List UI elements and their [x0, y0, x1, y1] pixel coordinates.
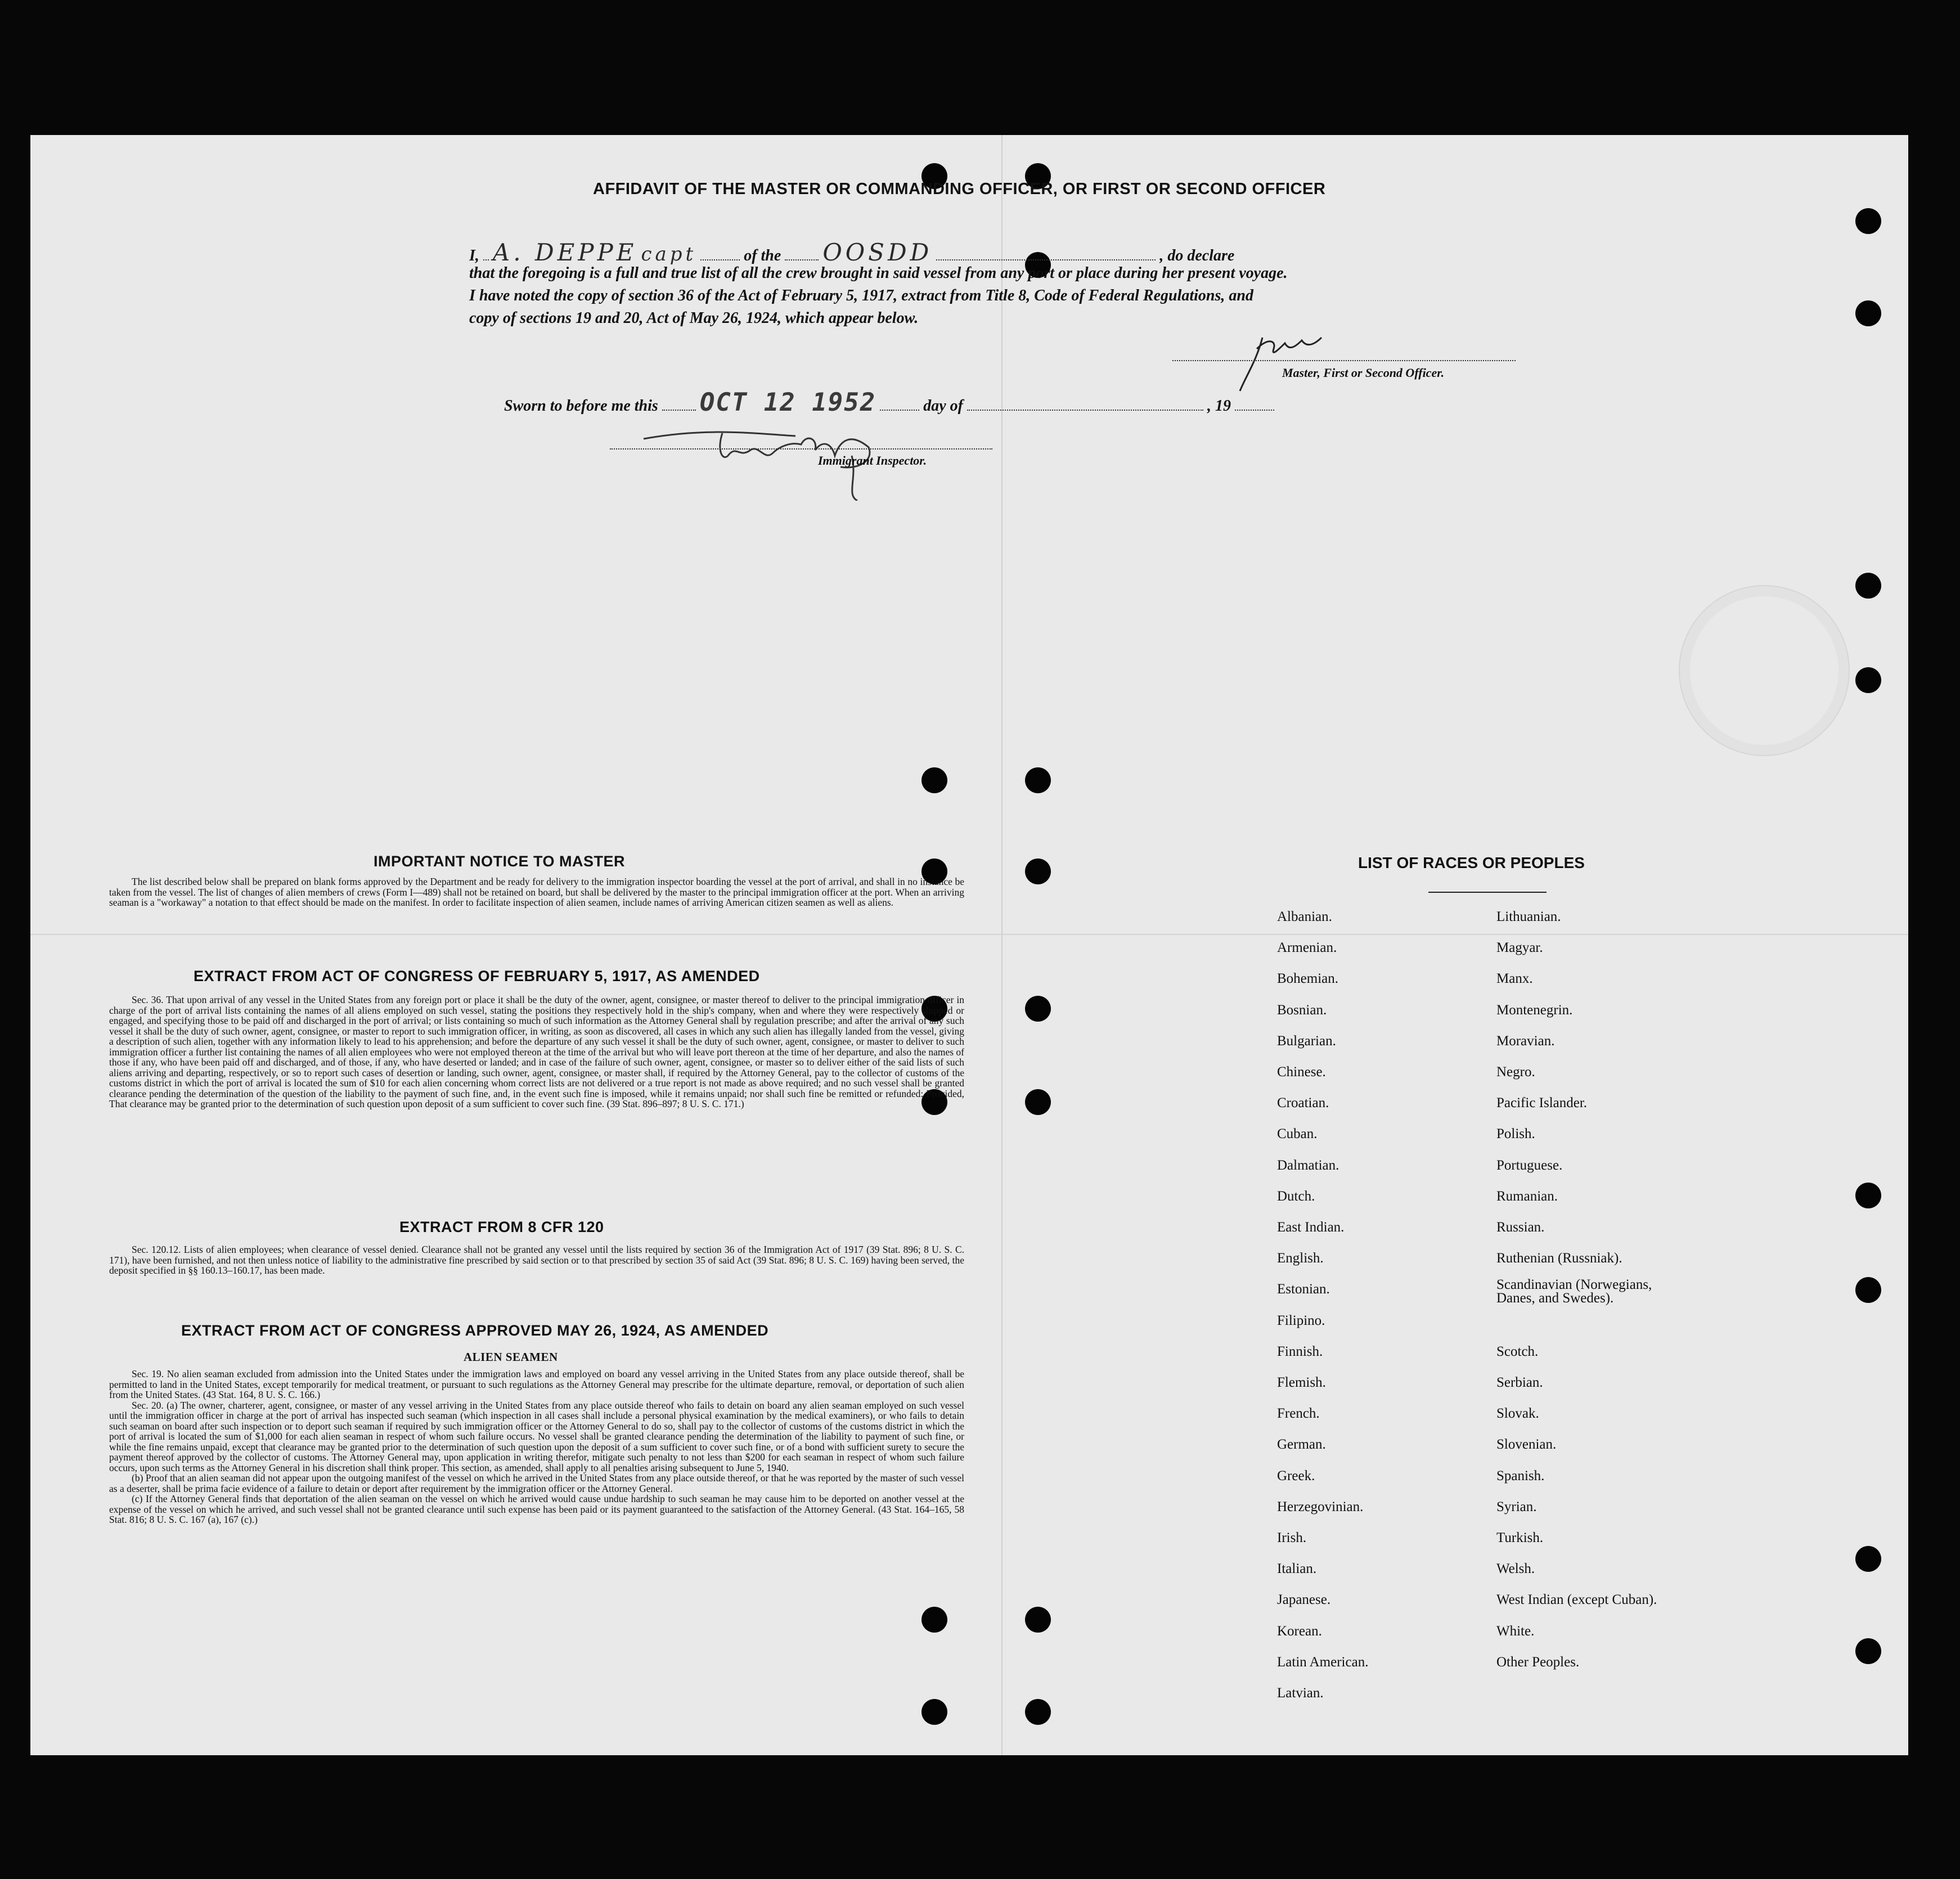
races-title-rule: [1428, 892, 1547, 893]
race-item: Japanese.: [1277, 1592, 1331, 1608]
sworn-date-stamp: OCT 12 1952: [699, 388, 876, 417]
affidavit-line-1: [469, 239, 1234, 266]
affidavit-line-2: that the foregoing is a full and true list of all the crew brought in said vessel from any port or place during her present voyage.: [469, 264, 1288, 282]
extract-1917-body: [109, 995, 964, 1109]
race-item: Filipino.: [1277, 1312, 1325, 1328]
race-item: Pacific Islander.: [1496, 1095, 1588, 1111]
race-item: French.: [1277, 1406, 1320, 1422]
race-item: German.: [1277, 1437, 1326, 1453]
race-item: Armenian.: [1277, 940, 1337, 956]
punch-hole: [1855, 1546, 1881, 1572]
race-item: Dalmatian.: [1277, 1157, 1339, 1173]
race-item: Croatian.: [1277, 1095, 1329, 1111]
year-prefix-label: , 19: [1207, 397, 1231, 415]
race-item: Turkish.: [1496, 1530, 1544, 1545]
affidavit-title: AFFIDAVIT OF THE MASTER OR COMMANDING OFFICER, OR FIRST OR SECOND OFFICER: [593, 180, 1326, 198]
master-signature-line: [1172, 360, 1516, 361]
punch-hole: [1855, 1638, 1881, 1664]
punch-hole: [1025, 767, 1051, 793]
race-item: Magyar.: [1496, 940, 1543, 956]
race-item: Syrian.: [1496, 1499, 1537, 1514]
inspector-label: Immigrant Inspector.: [818, 453, 927, 467]
race-item: Bulgarian.: [1277, 1033, 1336, 1049]
punch-hole: [1855, 1183, 1881, 1208]
document-page: [30, 135, 1908, 1755]
race-item: Slovak.: [1496, 1406, 1539, 1422]
races-title: LIST OF RACES OR PEOPLES: [1358, 854, 1585, 871]
notice-title: IMPORTANT NOTICE TO MASTER: [374, 853, 625, 870]
section-20a-paragraph: Sec. 20. (a) The owner, charterer, agent, consignee, or master of any vessel arriving in the United States from any place outside thereof who fails to detain on board any alien seaman employed on such vessel until the immigration officer in charge at the port of arrival has inspected such seaman (which inspection in all cases shall include a personal physical examination by the medical examiners), or who fails to detain such seaman on board after such inspection or to deport such seaman if required by such immigration officer or the Attorney General to do so, shall pay to the collector of customs of the customs district in which the port of arrival is located the sum of $1,000 for each alien seaman in respect of whom such failure occurs. No vessel shall be granted clearance pending the determination of the liability to payment of such fine, or while the fine remains unpaid, except that clearance may be granted prior to the determination of such question upon the deposit of a sum sufficient to cover such fine, or of a bond with sufficient surety to secure the payment thereof approved by the collector of customs. The Attorney General may, upon application in writing therefor, mitigate such penalty to not less than $200 for each seaman in respect of whom such failure occurs, upon such terms as the Attorney General in his discretion shall think proper. This section, as amended, shall apply to all penalties arising subsequent to June 5, 1940.: [109, 1399, 964, 1473]
punch-hole: [921, 1607, 947, 1633]
punch-hole: [1855, 667, 1881, 693]
punch-hole: [1855, 1277, 1881, 1303]
punch-hole: [1855, 300, 1881, 326]
race-item: Ruthenian (Russniak).: [1496, 1251, 1622, 1266]
race-item: East Indian.: [1277, 1220, 1345, 1235]
race-item: Albanian.: [1277, 909, 1332, 924]
fold-line-horizontal: [30, 934, 1908, 935]
race-item: Herzegovinian.: [1277, 1499, 1364, 1514]
extract-1924-title: EXTRACT FROM ACT OF CONGRESS APPROVED MAY 26, 1924, AS AMENDED: [181, 1322, 769, 1339]
race-item: Estonian.: [1277, 1282, 1330, 1297]
do-declare-label: , do declare: [1159, 247, 1235, 264]
race-item: Chinese.: [1277, 1064, 1326, 1080]
race-item: Italian.: [1277, 1561, 1317, 1577]
master-label: Master, First or Second Officer.: [1282, 366, 1445, 380]
race-item: Bohemian.: [1277, 971, 1339, 987]
punch-hole: [1855, 573, 1881, 599]
race-item: Spanish.: [1496, 1468, 1545, 1484]
race-item: Scotch.: [1496, 1343, 1539, 1359]
rank-handwritten: capt: [641, 243, 697, 266]
race-item: Manx.: [1496, 971, 1533, 987]
race-item: Welsh.: [1496, 1561, 1535, 1577]
race-item: Scandinavian (Norwegians, Danes, and Swedes).: [1496, 1277, 1652, 1306]
sworn-line: [504, 388, 1274, 417]
race-item: Montenegrin.: [1496, 1002, 1573, 1018]
affidavit-line-4: copy of sections 19 and 20, Act of May 26, 1924, which appear below.: [469, 309, 919, 327]
section-36-paragraph: Sec. 36. That upon arrival of any vessel in the United States from any foreign port or place it shall be the duty of the owner, agent, consignee, or master thereof to deliver to the principal immigration officer in charge of the port of arrival lists containing the names of all aliens employed on such vessel, stating the positions they respectively hold in the ship's company, when and where they were respectively shipped or engaged, and specifying those to be paid off and discharged in the port of arrival; or lists containing so much of such information as the Attorney General shall by regulation prescribe; and after the arrival of any such vessel it shall be the duty of such owner, agent, consignee, or master to report to such immigration officer, in writing, as soon as discovered, all cases in which any such alien has illegally landed from the vessel, giving a description of such alien, together with any information likely to lead to his apprehension; and before the departure of any such vessel it shall be the duty of such owner, agent, consignee, or master to deliver to such immigration officer a further list containing the names of all alien employees who were not employed thereon at the time of the arrival but who will leave port thereon at the time of her departure, and also the names of those if any, who have been paid off and discharged, and of those, if any, who have deserted or landed; and in case of the failure of such owner, agent, consignee, or master so to deliver either of the said lists of such aliens arriving and departing, respectively, or so to report such cases of desertion or landing, such owner, agent, consignee, or master shall, if required by the Attorney General, pay to the collector of customs of the customs district in which the port of arrival is located the sum of $10 for each alien concerning whom correct lists are not delivered or a true report is not made as above required; and no such vessel shall be granted clearance pending the determination of the question of the liability to the payment of such fine, and, in the event such fine is imposed, while it remains unpaid; nor shall such fine be remitted or refunded: Provided, That clearance may be granted prior to the determination of such question upon deposit of a sum sufficient to cover such fine. (39 Stat. 896–897; 8 U. S. C. 171.): [109, 994, 964, 1109]
inspector-signature-line: [610, 448, 992, 449]
day-of-label: day of: [923, 397, 963, 415]
extract-cfr-body: [109, 1244, 964, 1276]
punch-hole: [1025, 1089, 1051, 1115]
race-item: Korean.: [1277, 1623, 1322, 1639]
punch-hole: [1025, 858, 1051, 884]
race-item: Polish.: [1496, 1126, 1535, 1142]
race-item: Moravian.: [1496, 1033, 1555, 1049]
affidavit-line-3: I have noted the copy of section 36 of the Act of February 5, 1917, extract from Title 8, Code of Federal Regulations, and: [469, 287, 1253, 304]
race-item: Dutch.: [1277, 1188, 1315, 1204]
race-item: Serbian.: [1496, 1375, 1543, 1390]
race-item: Slovenian.: [1496, 1437, 1557, 1453]
race-item: Flemish.: [1277, 1375, 1326, 1390]
punch-hole: [921, 767, 947, 793]
race-item: Lithuanian.: [1496, 909, 1561, 924]
master-signature: [1223, 315, 1381, 399]
section-19-paragraph: Sec. 19. No alien seaman excluded from admission into the United States under the immigration laws and employed on board any vessel arriving in the United States from any place outside thereof, shall be permitted to land in the United States, except temporarily for medical treatment, or pursuant to such regulations as the Attorney General may prescribe for the ultimate departure, removal, or deportation of such alien from the United States. (43 Stat. 164, 8 U. S. C. 166.): [109, 1368, 964, 1400]
extract-1924-body: [109, 1369, 964, 1525]
section-20c-paragraph: (c) If the Attorney General finds that deportation of the alien seaman on the vessel on which he arrived would cause undue hardship to such seaman he may cause him to be deported on another vessel at the expense of the vessel on which he arrived, and such vessel shall not be granted clearance until such expense has been paid or its payment guaranteed to the satisfaction of the Attorney General. (43 Stat. 164–165, 58 Stat. 816; 8 U. S. C. 167 (a), 167 (c).): [109, 1493, 964, 1525]
alien-seamen-subtitle: ALIEN SEAMEN: [464, 1350, 558, 1364]
race-item: White.: [1496, 1623, 1535, 1639]
race-item: Other Peoples.: [1496, 1654, 1580, 1670]
race-item: Bosnian.: [1277, 1002, 1327, 1018]
notice-body: [109, 876, 964, 908]
race-item: Finnish.: [1277, 1343, 1323, 1359]
race-item: English.: [1277, 1251, 1324, 1266]
section-20b-paragraph: (b) Proof that an alien seaman did not appear upon the outgoing manifest of the vessel on which he arrived in the United States from any place outside thereof, or that he was reported by the master of such vessel as a deserter, shall be prima facie evidence of a failure to detain or deport after requirement by the immigration officer or the Attorney General.: [109, 1472, 964, 1494]
race-item: Greek.: [1277, 1468, 1315, 1484]
race-item: Negro.: [1496, 1064, 1535, 1080]
punch-hole: [1855, 208, 1881, 234]
punch-hole: [1025, 996, 1051, 1022]
signer-name-handwritten: A. DEPPE: [492, 239, 637, 266]
punch-hole: [1025, 1607, 1051, 1633]
extract-cfr-title: EXTRACT FROM 8 CFR 120: [399, 1219, 604, 1235]
of-the-label: of the: [744, 247, 781, 264]
sworn-label: Sworn to before me this: [504, 397, 658, 415]
race-item: Latin American.: [1277, 1654, 1369, 1670]
race-item: Portuguese.: [1496, 1157, 1563, 1173]
punch-hole: [1025, 1699, 1051, 1725]
race-item: West Indian (except Cuban).: [1496, 1592, 1657, 1608]
affidavit-i-label: I,: [469, 247, 479, 264]
extract-1917-title: EXTRACT FROM ACT OF CONGRESS OF FEBRUARY 5, 1917, AS AMENDED: [194, 968, 760, 985]
race-item: Latvian.: [1277, 1685, 1324, 1701]
race-item: Rumanian.: [1496, 1188, 1558, 1204]
race-item: Cuban.: [1277, 1126, 1318, 1142]
race-item: Irish.: [1277, 1530, 1307, 1545]
fold-line-vertical: [1001, 135, 1003, 1755]
punch-hole: [921, 1699, 947, 1725]
embossed-seal: [1679, 585, 1850, 756]
vessel-name-handwritten: OOSDD: [822, 239, 933, 266]
race-item: Russian.: [1496, 1220, 1545, 1235]
section-120-12-paragraph: Sec. 120.12. Lists of alien employees; when clearance of vessel denied. Clearance shall not be granted any vessel until the lists required by section 36 of the Immigration Act of 1917 (39 Stat. 896; 8 U. S. C. 171), have been furnished, and not then unless notice of liability to the administrative fine prescribed by said section or to that prescribed by section 35 of said Act (39 Stat. 896; 8 U. S. C. 169) having been served, the deposit specified in §§ 160.13–160.17, has been made.: [109, 1244, 964, 1276]
notice-paragraph: The list described below shall be prepared on blank forms approved by the Department and be ready for delivery to the immigration inspector boarding the vessel at the port of arrival, and shall in no instance be taken from the vessel. The list of changes of alien members of crews (Form I—489) shall not be retained on board, but shall be delivered by the master to the principal immigration officer at the port. When an arriving seaman is a "workaway" a notation to that effect should be made on the manifest. In order to facilitate inspection of alien seamen, include names of arriving American citizen seamen as well as aliens.: [109, 876, 964, 908]
